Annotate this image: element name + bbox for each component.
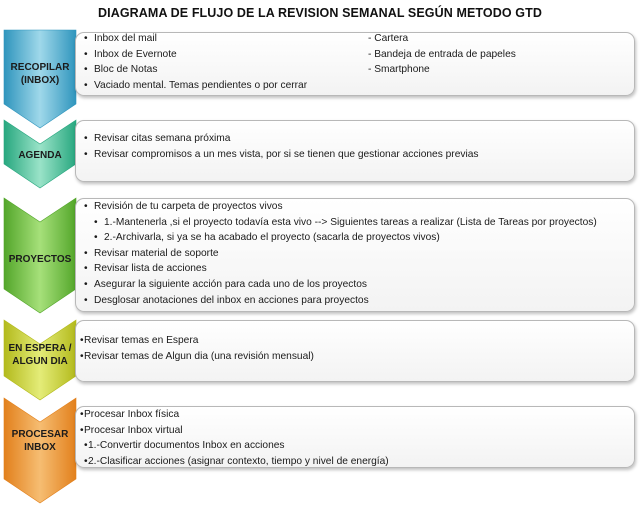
item-text: 2.-Archivarla, si ya se ha acabado el proyecto (sacarla de proyectos vivos)	[104, 232, 440, 244]
stage-arrow-espera	[4, 320, 76, 400]
bullet-icon: •	[80, 335, 84, 346]
stage-box-agenda	[75, 120, 635, 182]
list-item	[84, 62, 307, 78]
bullet-icon: •	[84, 79, 88, 91]
stage-label: RECOPILAR (INBOX)	[10, 62, 70, 86]
list-item	[84, 131, 478, 147]
stage-arrow-agenda	[4, 120, 76, 188]
item-text: Revisar compromisos a un mes vista, por si se tienen que gestionar acciones previas	[94, 148, 479, 160]
list-item	[80, 407, 389, 423]
list-item	[84, 261, 597, 277]
list-item: - Cartera	[368, 33, 409, 44]
stage-arrow-recopilar	[4, 30, 76, 128]
bullet-icon: •	[84, 440, 88, 452]
bullet-icon: •	[84, 48, 88, 60]
bullet-icon: •	[80, 409, 84, 420]
list-item	[84, 47, 307, 63]
item-text: Inbox del mail	[94, 33, 157, 44]
bullet-icon: •	[80, 424, 84, 436]
bullet-icon: •	[94, 232, 98, 244]
item-text: Vaciado mental. Temas pendientes o por cerrar	[94, 79, 308, 91]
stage-box-procesar	[75, 406, 635, 468]
bullet-icon: •	[84, 201, 88, 212]
bullet-icon: •	[84, 294, 88, 306]
bullet-icon: •	[84, 263, 88, 275]
list-item	[84, 78, 307, 94]
item-text: Revisión de tu carpeta de proyectos vivos	[94, 201, 283, 212]
list-item	[84, 246, 597, 262]
stage-box-recopilar	[75, 32, 635, 96]
item-text: Revisar temas de Algun dia (una revisión mensual)	[84, 350, 314, 362]
bullet-icon: •	[94, 216, 98, 228]
list-item	[80, 454, 389, 470]
item-text: Asegurar la siguiente acción para cada uno de los proyectos	[94, 278, 367, 290]
bullet-icon: •	[84, 133, 88, 144]
item-text: 1.-Mantenerla ,si el proyecto todavía esta vivo --> Siguientes tareas a realizar (Lista de Tareas por proyectos)	[104, 216, 597, 228]
list-item	[80, 333, 314, 349]
item-list	[80, 333, 314, 364]
list-item	[80, 349, 314, 365]
item-list	[80, 407, 389, 469]
item-text: Desglosar anotaciones del inbox en acciones para proyectos	[94, 294, 369, 306]
item-text: Revisar material de soporte	[94, 247, 219, 259]
bullet-icon: •	[84, 247, 88, 259]
bullet-icon: •	[84, 33, 88, 44]
item-text: Inbox de Evernote	[94, 48, 177, 60]
item-text: Procesar Inbox virtual	[84, 424, 183, 436]
item-list	[84, 131, 478, 162]
item-text: Bloc de Notas	[94, 64, 158, 76]
list-item	[84, 147, 478, 163]
list-item	[84, 31, 307, 47]
item-list-right	[368, 31, 516, 78]
list-item: - Bandeja de entrada de papeles	[368, 48, 516, 60]
item-text: 2.-Clasificar acciones (asignar contexto, tiempo y nivel de energía)	[88, 455, 389, 467]
list-item	[80, 423, 389, 439]
list-item	[84, 230, 597, 246]
bullet-icon: •	[84, 64, 88, 76]
stage-box-espera	[75, 320, 635, 382]
bullet-icon: •	[84, 148, 88, 160]
list-item	[84, 277, 597, 293]
bullet-icon: •	[84, 455, 88, 467]
item-text: Revisar lista de acciones	[94, 263, 207, 275]
stage-label: EN ESPERA / ALGUN DIA	[8, 343, 72, 367]
stage-arrow-procesar	[4, 398, 76, 503]
bullet-icon: •	[84, 278, 88, 290]
diagram-title: DIAGRAMA DE FLUJO DE LA REVISION SEMANAL SEGÚN METODO GTD	[98, 6, 542, 20]
item-text: Revisar citas semana próxima	[94, 133, 231, 144]
stage-arrow-proyectos	[4, 198, 76, 313]
list-item	[84, 199, 597, 215]
list-item: - Smartphone	[368, 64, 430, 76]
stage-label: PROYECTOS	[8, 253, 72, 265]
stage-label: PROCESAR INBOX	[11, 429, 69, 453]
item-text: Revisar temas en Espera	[84, 335, 199, 346]
item-text: Procesar Inbox física	[84, 409, 180, 420]
list-item	[84, 215, 597, 231]
stage-box-proyectos	[75, 198, 635, 312]
list-item	[80, 438, 389, 454]
item-text: 1.-Convertir documentos Inbox en acciones	[88, 440, 285, 452]
item-list	[84, 31, 307, 93]
bullet-icon: •	[80, 350, 84, 362]
item-list	[84, 199, 597, 308]
stage-label: AGENDA	[18, 149, 62, 161]
list-item	[84, 293, 597, 309]
